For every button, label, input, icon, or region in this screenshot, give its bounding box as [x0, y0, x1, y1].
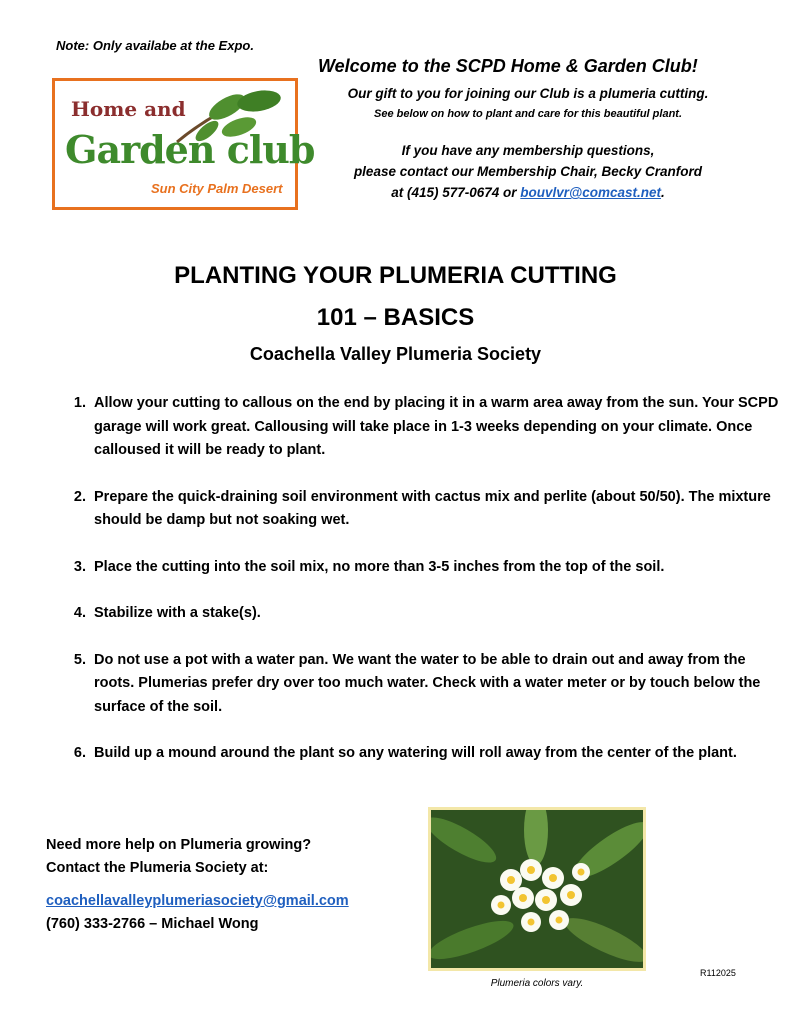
page-title-line-2: 101 – BASICS	[316, 304, 475, 331]
contact-phone: at (415) 577-0674 or	[391, 185, 521, 200]
logo-garden-club: Garden club	[65, 127, 315, 172]
welcome-heading: Welcome to the SCPD Home & Garden Club!	[318, 56, 698, 76]
membership-contact	[318, 140, 738, 203]
plumeria-flower-icon	[431, 810, 643, 968]
step-item: 4. Stabilize with a stake(s).	[90, 602, 780, 626]
help-phone: (760) 333-2766 – Michael Wong	[46, 916, 259, 932]
photo-caption: Plumeria colors vary.	[490, 978, 584, 989]
see-below-text: See below on how to plant and care for this beautiful plant.	[373, 108, 683, 120]
planting-steps	[50, 392, 780, 789]
contact-line-3	[318, 182, 738, 203]
step-item: 2. Prepare the quick-draining soil environment with cactus mix and perlite (about 50/50). The mixture should be damp but not soaking wet.	[90, 486, 780, 533]
membership-email-link[interactable]: bouvlvr@comcast.net	[520, 185, 661, 200]
plumeria-photo	[428, 807, 646, 971]
help-section	[46, 834, 349, 936]
step-item: 3. Place the cutting into the soil mix, no more than 3-5 inches from the top of the soil.	[90, 556, 780, 580]
step-item: 5. Do not use a pot with a water pan. We want the water to be able to drain out and away from the roots. Plumerias prefer dry over too much water. Check with a water meter or by touch below the surface of the soil.	[90, 649, 780, 720]
page-title: PLANTING YOUR PLUMERIA CUTTING	[174, 262, 617, 289]
contact-line-1: If you have any membership questions,	[401, 143, 655, 158]
step-item: 1. Allow your cutting to callous on the end by placing it in a warm area away from the sun. Your SCPD garage will work great. Callousing will take place in 1-3 weeks depending on your climate. Once calloused it will be ready to plant.	[90, 392, 780, 463]
contact-line-2: please contact our Membership Chair, Becky Cranford	[353, 164, 703, 179]
revision-code: R112025	[700, 968, 736, 978]
page-subtitle: Coachella Valley Plumeria Society	[249, 344, 542, 364]
step-item: 6. Build up a mound around the plant so any watering will roll away from the center of the plant.	[90, 742, 780, 766]
society-email-link[interactable]: coachellavalleyplumeriasociety@gmail.com	[46, 893, 349, 909]
contact-suffix: .	[661, 185, 665, 200]
help-line-1: Need more help on Plumeria growing?	[46, 837, 312, 853]
home-garden-club-logo	[52, 78, 315, 210]
help-line-2: Contact the Plumeria Society at:	[46, 860, 269, 876]
logo-sun-city: Sun City Palm Desert	[151, 181, 283, 196]
logo-home-and: Home and	[71, 97, 186, 121]
expo-note: Note: Only availabe at the Expo.	[56, 38, 254, 53]
gift-text: Our gift to you for joining our Club is a plumeria cutting.	[347, 86, 709, 101]
